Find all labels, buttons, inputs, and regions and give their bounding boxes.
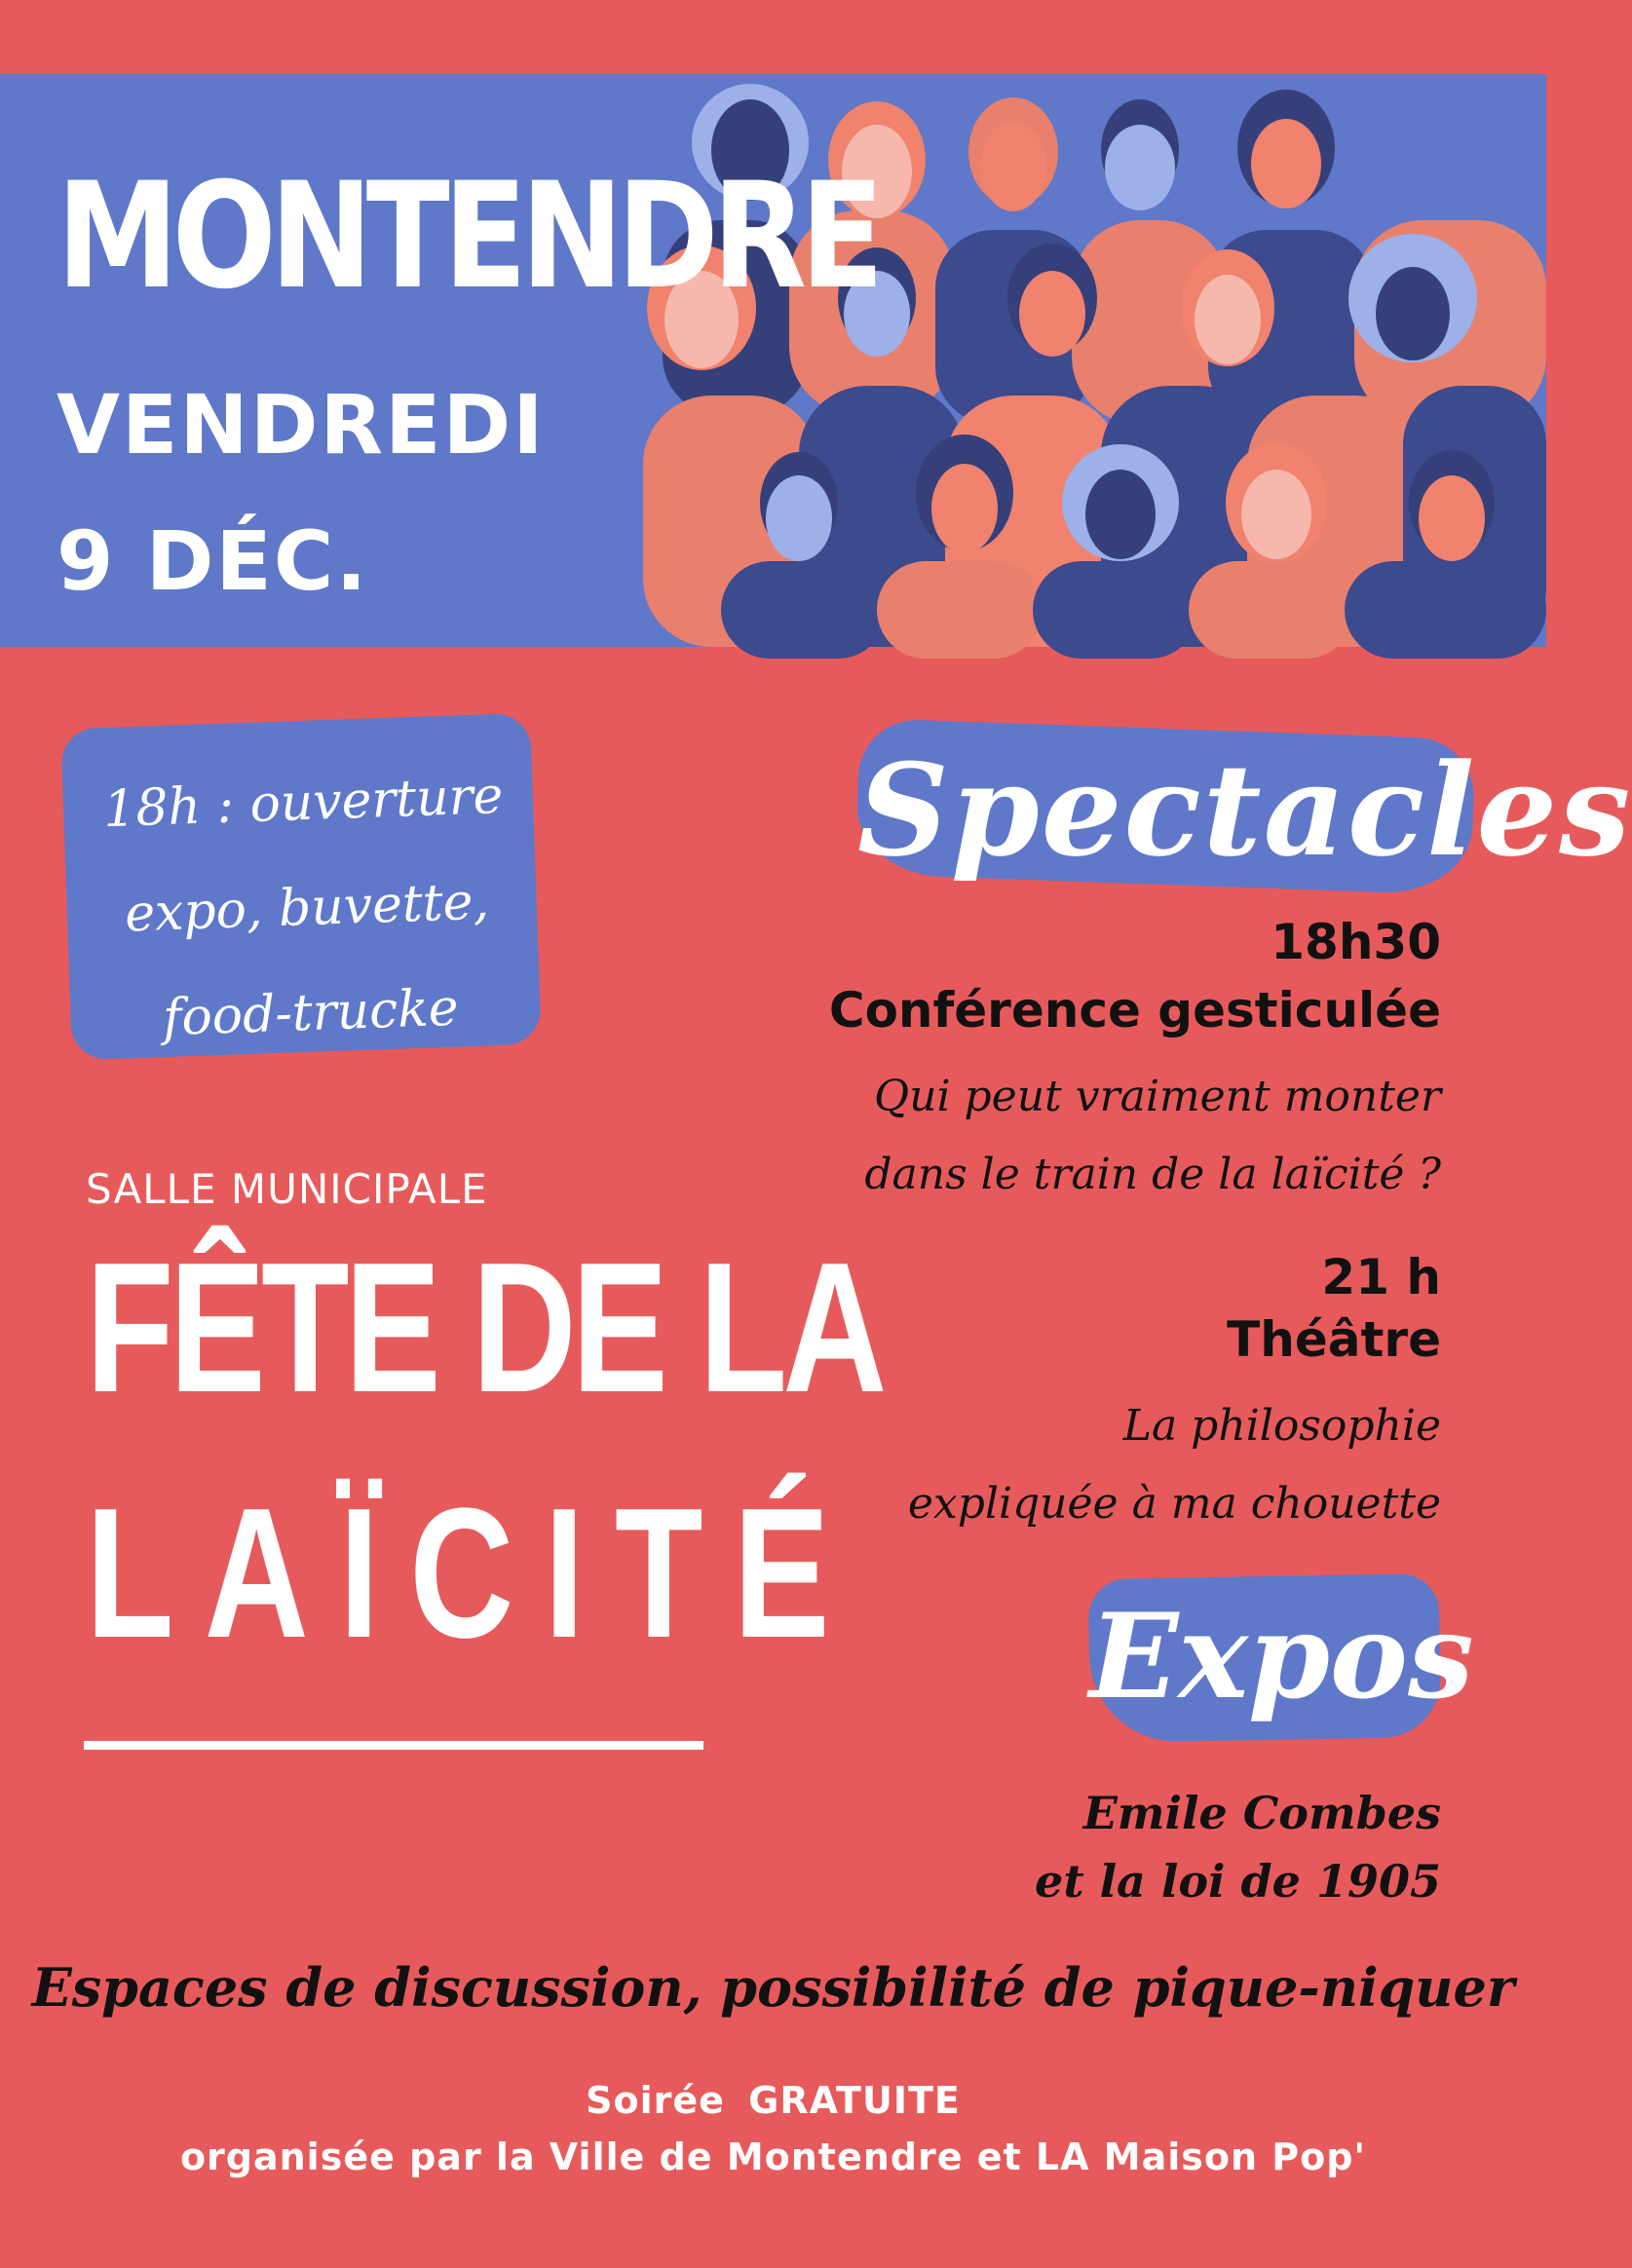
event-title-line2: LAÏCITÉ (86, 1470, 860, 1677)
show-time: 18h30 (1271, 914, 1441, 970)
expos-heading: Expos (1089, 1588, 1474, 1725)
header-banner (0, 74, 1546, 647)
opening-info (72, 742, 541, 1074)
show-description-line: dans le train de la laïcité ? (864, 1150, 1441, 1199)
top-strip (0, 0, 1546, 74)
event-title-line1: FÊTE DE LA (86, 1225, 883, 1431)
show-description (864, 1058, 1441, 1214)
free-entry-note: Soirée GRATUITE (586, 2079, 961, 2122)
venue-label: SALLE MUNICIPALE (86, 1165, 488, 1213)
opening-line: food-trucke (162, 978, 460, 1048)
show-description-line: Qui peut vraiment monter (874, 1072, 1441, 1121)
show-type: Conférence gesticulée (828, 982, 1441, 1039)
show-description (908, 1387, 1441, 1543)
event-day: VENDREDI (57, 377, 546, 472)
show-description-line: La philosophie (1122, 1401, 1441, 1451)
city-name: MONTENDRE (57, 152, 878, 321)
expo-description-line: Emile Combes (1082, 1787, 1441, 1839)
opening-line: expo, buvette, (124, 872, 490, 944)
event-date: 9 DÉC. (57, 513, 369, 609)
discussion-note: Espaces de discussion, possibilité de pique-niquer (31, 1956, 1515, 2019)
title-underline (84, 1741, 703, 1750)
show-type: Théâtre (1227, 1311, 1441, 1368)
opening-line: 18h : ouverture (102, 766, 505, 840)
show-description-line: expliquée à ma chouette (907, 1479, 1441, 1529)
spectacles-heading: Spectacles (857, 736, 1632, 885)
organizer-note: organisée par la Ville de Montendre et LA Maison Pop' (179, 2136, 1367, 2178)
show-time: 21 h (1321, 1249, 1441, 1305)
expo-description (1035, 1779, 1441, 1915)
expo-description-line: et la loi de 1905 (1035, 1855, 1441, 1908)
